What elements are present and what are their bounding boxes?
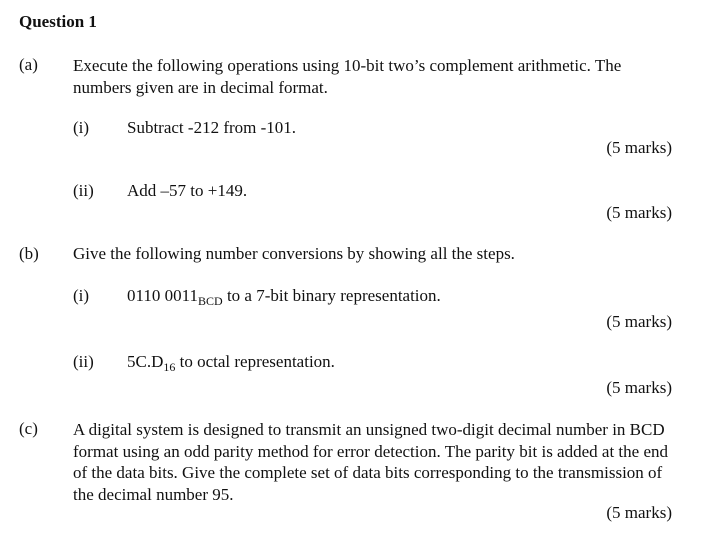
part-a-i-label: (i) (73, 118, 90, 137)
part-b-ii-value: 5C.D (127, 352, 164, 371)
part-a-ii-text: Add –57 to +149. (127, 181, 248, 200)
part-a-label: (a) (19, 55, 38, 74)
part-b-i-text: to a 7-bit binary representation. (222, 286, 441, 305)
part-a-ii-marks: (5 marks) (606, 203, 672, 222)
part-a-i-text: Subtract -212 from -101. (127, 118, 297, 137)
part-a-text: Execute the following operations using 10-bit two’s complement arithmetic. The numbers given are in decimal format. (73, 56, 622, 97)
part-b-text: Give the following number conversions by showing all the steps. (73, 244, 515, 263)
part-b-ii-label: (ii) (73, 352, 94, 371)
part-b-ii-subscript: 16 (163, 360, 176, 374)
part-b-ii-marks: (5 marks) (606, 378, 672, 397)
part-c-label: (c) (19, 419, 38, 438)
question-title: Question 1 (19, 12, 97, 31)
part-a-ii-label: (ii) (73, 181, 94, 200)
part-b-i-label: (i) (73, 286, 90, 305)
part-b-ii-expression (127, 352, 335, 372)
part-b-ii-text: to octal representation. (175, 352, 335, 371)
part-b-i-expression (127, 286, 441, 306)
part-b-i-subscript: BCD (198, 294, 223, 308)
part-c-text: A digital system is designed to transmit an unsigned two-digit decimal number in BCD format using an odd parity method for error detection. The parity bit is added at the end of the data bits. Give the complete set of data bits corresponding to the transmission of the decimal number 95. (73, 420, 668, 504)
part-c-marks: (5 marks) (606, 503, 672, 522)
part-b-label: (b) (19, 244, 39, 263)
part-b-i-marks: (5 marks) (606, 312, 672, 331)
part-a-i-marks: (5 marks) (606, 138, 672, 157)
part-b-i-value: 0110 0011 (127, 286, 198, 305)
